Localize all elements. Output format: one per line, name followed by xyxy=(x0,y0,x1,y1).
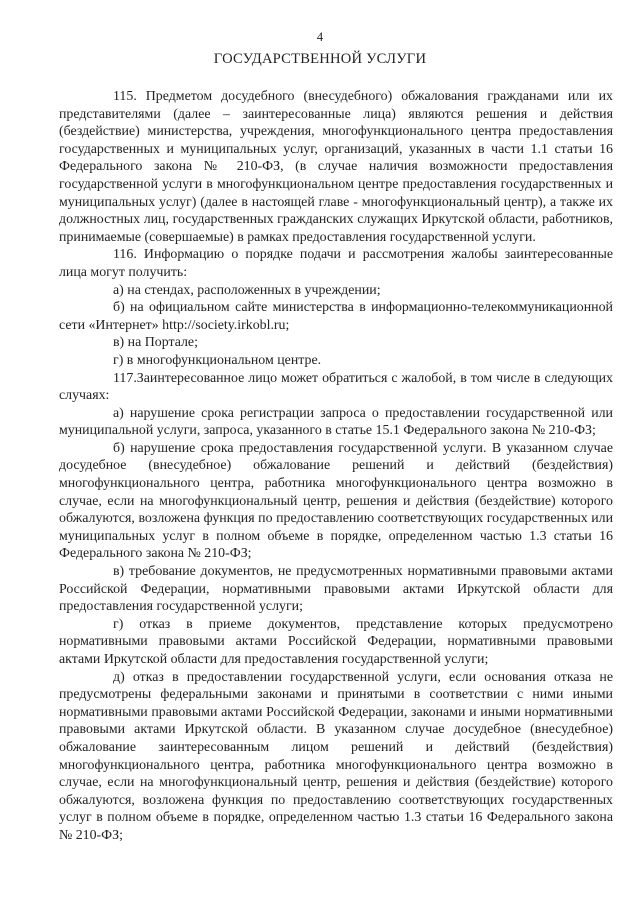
page-heading: ГОСУДАРСТВЕННОЙ УСЛУГИ xyxy=(213,51,427,67)
list-item-116-g: г) в многофункциональном центре. xyxy=(113,352,322,368)
paragraph-117: 117.Заинтересованное лицо может обратиться с жалобой, в том числе в следующих случаях: xyxy=(59,370,613,404)
list-item-116-v: в) на Портале; xyxy=(113,335,198,351)
list-item-116-b: б) на официальном сайте министерства в информационно-телекоммуникационной сети «Интернет» http://society.irkobl.ru; xyxy=(59,300,613,333)
page-number: 4 xyxy=(316,30,324,44)
paragraph-115: 115. Предметом досудебного (внесудебного) обжалования гражданами или их представителями (далее – заинтересованные лица) являются решения и действия (бездействие) министерства, учреждения, многофункционального центра предоставления государственных и муниципальных услуг, организаций, указанных в части 1.1 статьи 16 Федерального закона № 210-ФЗ, (в случае наличия возможности предоставления государственной услуги в многофункциональном центре предоставления государственных и муниципальных услуг) (далее в настоящей главе - многофункциональный центр), а также их должностных лиц, государственных гражданских служащих Иркутской области, работников, принимаемые (совершаемые) в рамках предоставления государственной услуги. xyxy=(59,89,613,245)
list-item-117-g: г) отказ в приеме документов, представление которых предусмотрено нормативными правовыми актами Российской Федерации, нормативными правовыми актами Иркутской области для предоставления государственной услуги; xyxy=(59,616,613,667)
list-item-117-v: в) требование документов, не предусмотренных нормативными правовыми актами Российской Федерации, нормативными правовыми актами Иркутской области для предоставления государственной услуги; xyxy=(59,564,613,615)
paragraph-116: 116. Информацию о порядке подачи и рассмотрения жалобы заинтересованные лица могут получить: xyxy=(59,247,613,280)
list-item-117-a: а) нарушение срока регистрации запроса о предоставлении государственной или муниципальной услуги, запроса, указанного в статье 15.1 Федерального закона № 210-ФЗ; xyxy=(59,405,613,439)
list-item-117-d: д) отказ в предоставлении государственной услуги, если основания отказа не предусмотрены федеральными законами и принятыми в соответствии с ними иными нормативными правовыми актами Российской Федерации, законами и иными нормативными правовыми актами Иркутской области. В указанном случае досудебное (внесудебное) обжалование заинтересованным лицом решений и действий (бездействия) многофункционального центра, работника многофункционального центра возможно в случае, если на многофункциональный центр, решения и действия (бездействие) которого обжалуются, возложена функция по предоставлению соответствующих государственных услуг в полном объеме в порядке, определенном частью 1.3 статьи 16 Федерального закона № 210-ФЗ; xyxy=(59,669,613,843)
document-body xyxy=(59,88,613,845)
list-item-116-a: а) на стендах, расположенных в учреждении; xyxy=(113,282,381,298)
list-item-117-b: б) нарушение срока предоставления государственной услуги. В указанном случае досудебное (внесудебное) обжалование решений и действий (бездействия) многофункционального центра, работника многофункционального центра возможно в случае, если на многофункциональный центр, решения и действия (бездействие) которого обжалуются, возложена функция по предоставлению соответствующих государственных или муниципальных услуг в полном объеме в порядке, определенном частью 1.3 статьи 16 Федерального закона № 210-ФЗ; xyxy=(59,440,613,562)
